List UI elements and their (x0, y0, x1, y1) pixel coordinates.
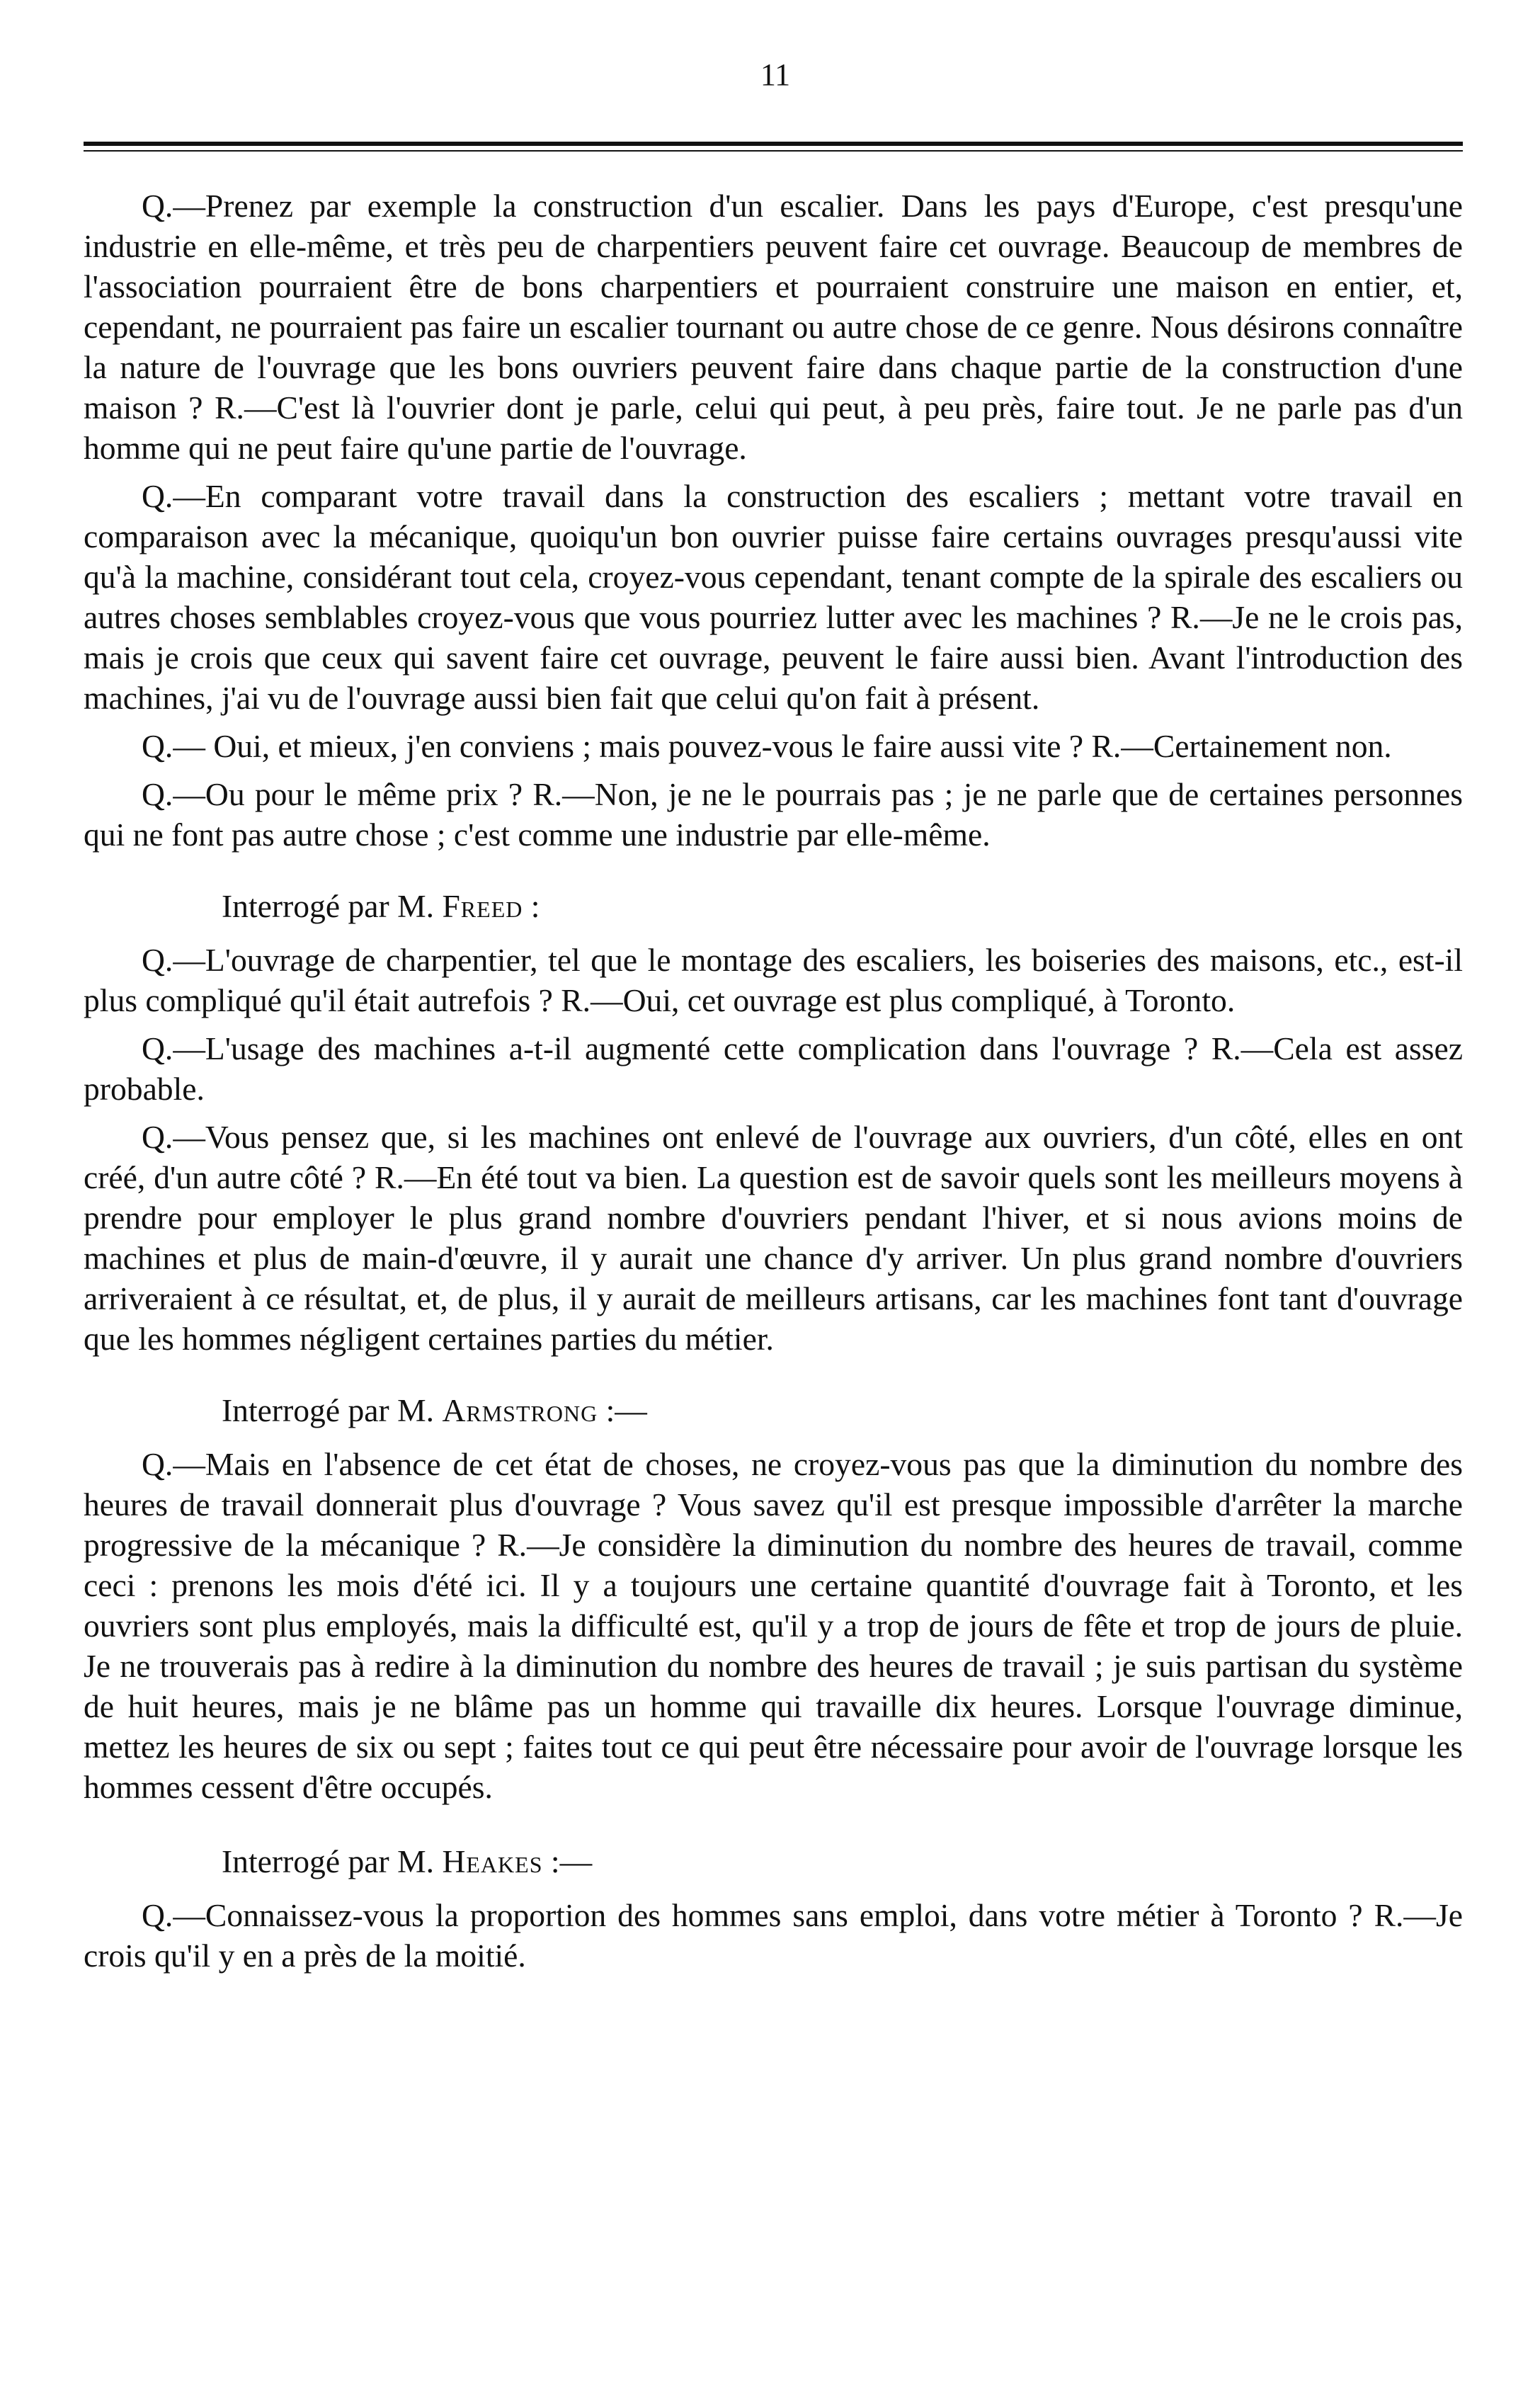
paragraph: Q.—Vous pensez que, si les machines ont enlevé de l'ouvrage aux ouvriers, d'un côté, elles en ont créé, d'un autre côté ? R.—En été tout va bien. La question est de savoir quels sont les meilleurs moyens à prendre pour employer le plus grand nombre d'ouvriers pendant l'hiver, et si nous avions moins de machines et plus de main-d'œuvre, il y aurait une chance d'y arriver. Un plus grand nombre d'ouvriers arriveraient à ce résultat, et, de plus, il y aurait de meilleurs artisans, car les machines font tant d'ouvrage que les hommes négligent certaines parties du métier. (84, 1119, 1463, 1357)
paragraph: Q.—Ou pour le même prix ? R.—Non, je ne le pourrais pas ; je ne parle que de certaines personnes qui ne font pas autre chose ; c'est comme une industrie par elle-même. (84, 776, 1463, 853)
examiner-heading (84, 1841, 1463, 1882)
examiner-prefix: Interrogé par M. (222, 888, 435, 924)
paragraph: Q.—L'ouvrage de charpentier, tel que le montage des escaliers, les boiseries des maisons, etc., est-il plus compliqué qu'il était autrefois ? R.—Oui, cet ouvrage est plus compliqué, à Toronto. (84, 942, 1463, 1018)
paragraph: Q.—Connaissez-vous la proportion des hommes sans emploi, dans votre métier à Toronto ? R.—Je crois qu'il y en a près de la moitié. (84, 1897, 1463, 1974)
examiner-prefix: Interrogé par M. (222, 1392, 435, 1428)
examiner-name: Freed (442, 888, 523, 924)
examiner-suffix: :— (542, 1843, 593, 1879)
paragraph: Q.—En comparant votre travail dans la construction des escaliers ; mettant votre travail en comparaison avec la mécanique, quoiqu'un bon ouvrier puisse faire certains ouvrages presqu'aussi vite qu'à la machine, considérant tout cela, croyez-vous cependant, tenant compte de la spirale des escaliers ou autres choses semblables croyez-vous que vous pourriez lutter avec les machines ? R.—Je ne le crois pas, mais je crois que ceux qui savent faire cet ouvrage, peuvent le faire aussi bien. Avant l'introduction des machines, j'ai vu de l'ouvrage aussi bien fait que celui qu'on fait à présent. (84, 478, 1463, 716)
body-text (84, 186, 1463, 1976)
examiner-name: Armstrong (442, 1392, 598, 1428)
examiner-suffix: :— (598, 1392, 647, 1428)
examiner-heading (84, 1390, 1463, 1430)
paragraph: Q.—Prenez par exemple la construction d'un escalier. Dans les pays d'Europe, c'est presqu'une industrie en elle-même, et très peu de charpentiers peuvent faire cet ouvrage. Beaucoup de membres de l'association pourraient être de bons charpentiers et pourraient construire une maison en entier, et, cependant, ne pourraient pas faire un escalier tournant ou autre chose de ce genre. Nous désirons connaître la nature de l'ouvrage que les bons ouvriers peuvent faire dans chaque partie de la construction d'une maison ? R.—C'est là l'ouvrier dont je parle, celui qui peut, à peu près, faire tout. Je ne parle pas d'un homme qui ne peut faire qu'une partie de l'ouvrage. (84, 188, 1463, 466)
header-rule-thin (84, 150, 1463, 152)
examiner-suffix: : (523, 888, 540, 924)
page-number: 11 (760, 57, 791, 92)
paragraph: Q.— Oui, et mieux, j'en conviens ; mais pouvez-vous le faire aussi vite ? R.—Certainement non. (142, 728, 1392, 764)
examiner-prefix: Interrogé par M. (222, 1843, 435, 1879)
examiner-heading (84, 886, 1463, 926)
paragraph: Q.—L'usage des machines a-t-il augmenté cette complication dans l'ouvrage ? R.—Cela est assez probable. (84, 1030, 1463, 1107)
paragraph: Q.—Mais en l'absence de cet état de choses, ne croyez-vous pas que la diminution du nombre des heures de travail donnerait plus d'ouvrage ? Vous savez qu'il est presque impossible d'arrêter la marche progressive de la mécanique ? R.—Je considère la diminution du nombre des heures de travail, comme ceci : prenons les mois d'été ici. Il y a toujours une certaine quantité d'ouvrage fait à Toronto, et les ouvriers sont plus employés, mais la difficulté est, qu'il y a trop de jours de fête et trop de jours de pluie. Je ne trouverais pas à redire à la diminution du nombre des heures de travail ; je suis partisan du système de huit heures, mais je ne blâme pas un homme qui travaille dix heures. Lorsque l'ouvrage diminue, mettez les heures de six ou sept ; faites tout ce qui peut être nécessaire pour avoir de l'ouvrage lorsque les hommes cessent d'être occupés. (84, 1446, 1463, 1805)
examiner-name: Heakes (442, 1843, 543, 1879)
header-rule-thick (84, 142, 1463, 146)
